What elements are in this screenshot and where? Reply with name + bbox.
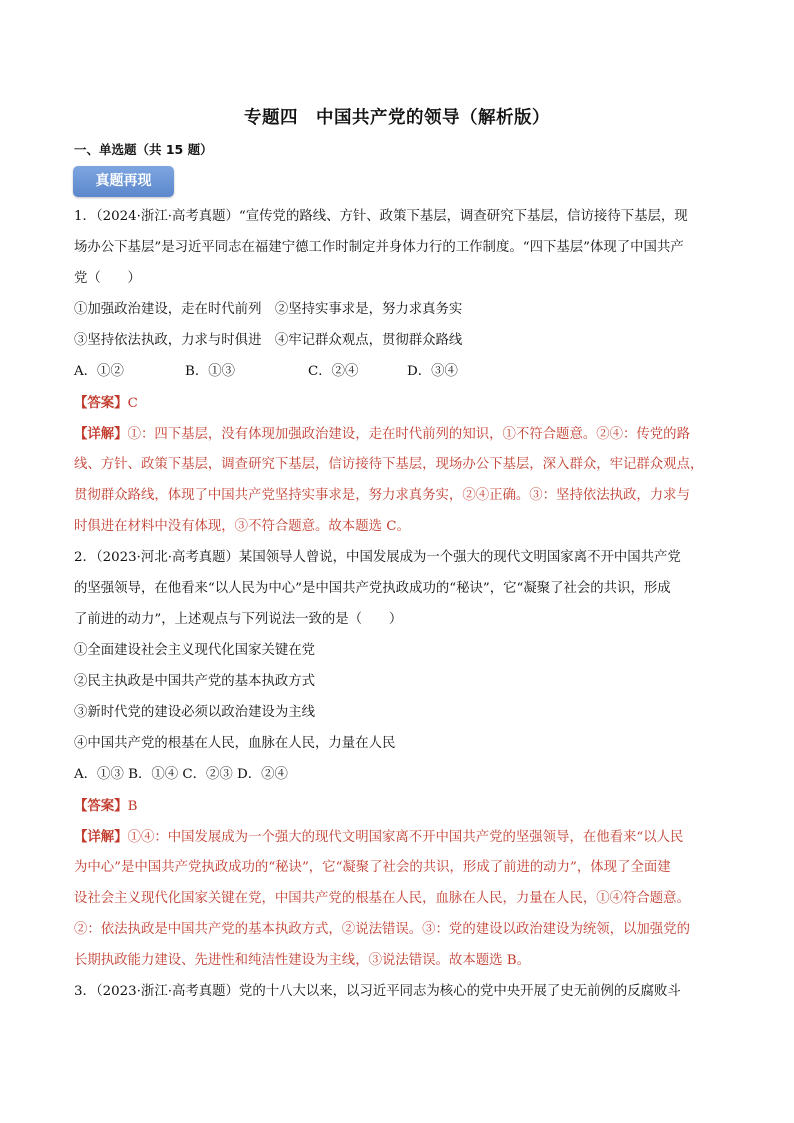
answer-tag: 【答案】 <box>74 798 128 814</box>
q2-choices: A．①③ B．①④ C．②③ D．②④ <box>74 767 288 782</box>
q1-stem-line: 党（ ） <box>74 271 141 286</box>
answer-value: B <box>127 799 138 814</box>
q1-stem-line: 场办公下基层”是习近平同志在福建宁德工作时制定并身体力行的工作制度。“四下基层”体现了中国共产 <box>74 240 684 255</box>
q2-stem-line: 的坚强领导，在他看来“以人民为中心”是中国共产党执政成功的“秘诀”，它“凝聚了社会的共识，形成 <box>74 581 671 596</box>
q1-detail-line: 时俱进在材料中没有体现，③不符合题意。故本题选 C。 <box>74 519 410 534</box>
section-heading: 一、单选题（共 15 题） <box>74 142 213 157</box>
q2-stem-line: 2．（2023·河北·高考真题）某国领导人曾说，中国发展成为一个强大的现代文明国家离不开中国共产党 <box>74 550 681 565</box>
q1-detail-line: 线、方针、政策下基层，调查研究下基层，信访接待下基层，现场办公下基层，深入群众，牢记群众观点， <box>74 457 704 472</box>
q2-option: ②民主执政是中国共产党的基本执政方式 <box>74 674 316 689</box>
q2-detail-line: 为中心”是中国共产党执政成功的“秘诀”，它“凝聚了社会的共识，形成了前进的动力”，体现了全面建 <box>74 860 671 875</box>
answer-tag: 【答案】 <box>74 395 128 411</box>
answer-value: C <box>127 396 138 411</box>
q2-detail-line: ②：依法执政是中国共产党的基本执政方式，②说法错误。③：党的建设以政治建设为统领，以加强党的 <box>74 922 690 937</box>
page-title: 专题四 中国共产党的领导（解析版） <box>244 108 550 128</box>
detail-text: ①：四下基层，没有体现加强政治建设，走在时代前列的知识，①不符合题意。②④：传党的路 <box>127 427 690 442</box>
q1-options-line: ③坚持依法执政，力求与时俱进 ④牢记群众观点，贯彻群众路线 <box>74 333 463 348</box>
q2-detail-line <box>74 828 683 847</box>
detail-tag: 【详解】 <box>74 426 128 442</box>
q2-option: ③新时代党的建设必须以政治建设为主线 <box>74 705 316 720</box>
q2-detail-line: 长期执政能力建设、先进性和纯洁性建设为主线，③说法错误。故本题选 B。 <box>74 953 530 968</box>
detail-text: ①④：中国发展成为一个强大的现代文明国家离不开中国共产党的坚强领导，在他看来“以人民 <box>127 830 684 845</box>
q2-option: ④中国共产党的根基在人民，血脉在人民，力量在人民 <box>74 736 396 751</box>
q1-answer <box>74 394 138 413</box>
q2-answer <box>74 797 137 816</box>
q1-detail-line: 贯彻群众路线，体现了中国共产党坚持实事求是，努力求真务实，②④正确。③：坚持依法执政，力求与 <box>74 488 690 503</box>
q1-stem-line: 1．（2024·浙江·高考真题）“宣传党的路线、方针、政策下基层，调查研究下基层，信访接待下基层，现 <box>74 209 688 224</box>
detail-tag: 【详解】 <box>74 829 128 845</box>
q1-choice-a: A．①② <box>74 364 124 379</box>
q1-choice-c: C．②④ <box>308 364 359 379</box>
q2-option: ①全面建设社会主义现代化国家关键在党 <box>74 643 316 658</box>
q1-options-line: ①加强政治建设，走在时代前列 ②坚持实事求是，努力求真务实 <box>74 302 463 317</box>
section-badge: 真题再现 <box>73 166 174 197</box>
q2-detail-line: 设社会主义现代化国家关键在党，中国共产党的根基在人民，血脉在人民，力量在人民，①④符合题意。 <box>74 891 690 906</box>
q1-choice-b: B．①③ <box>185 364 236 379</box>
q1-detail-line <box>74 425 690 444</box>
q3-stem-line: 3．（2023·浙江·高考真题）党的十八大以来，以习近平同志为核心的党中央开展了史无前例的反腐败斗 <box>74 984 681 999</box>
q2-stem-line: 了前进的动力”，上述观点与下列说法一致的是（ ） <box>74 612 403 627</box>
q1-choice-d: D．③④ <box>407 364 458 379</box>
